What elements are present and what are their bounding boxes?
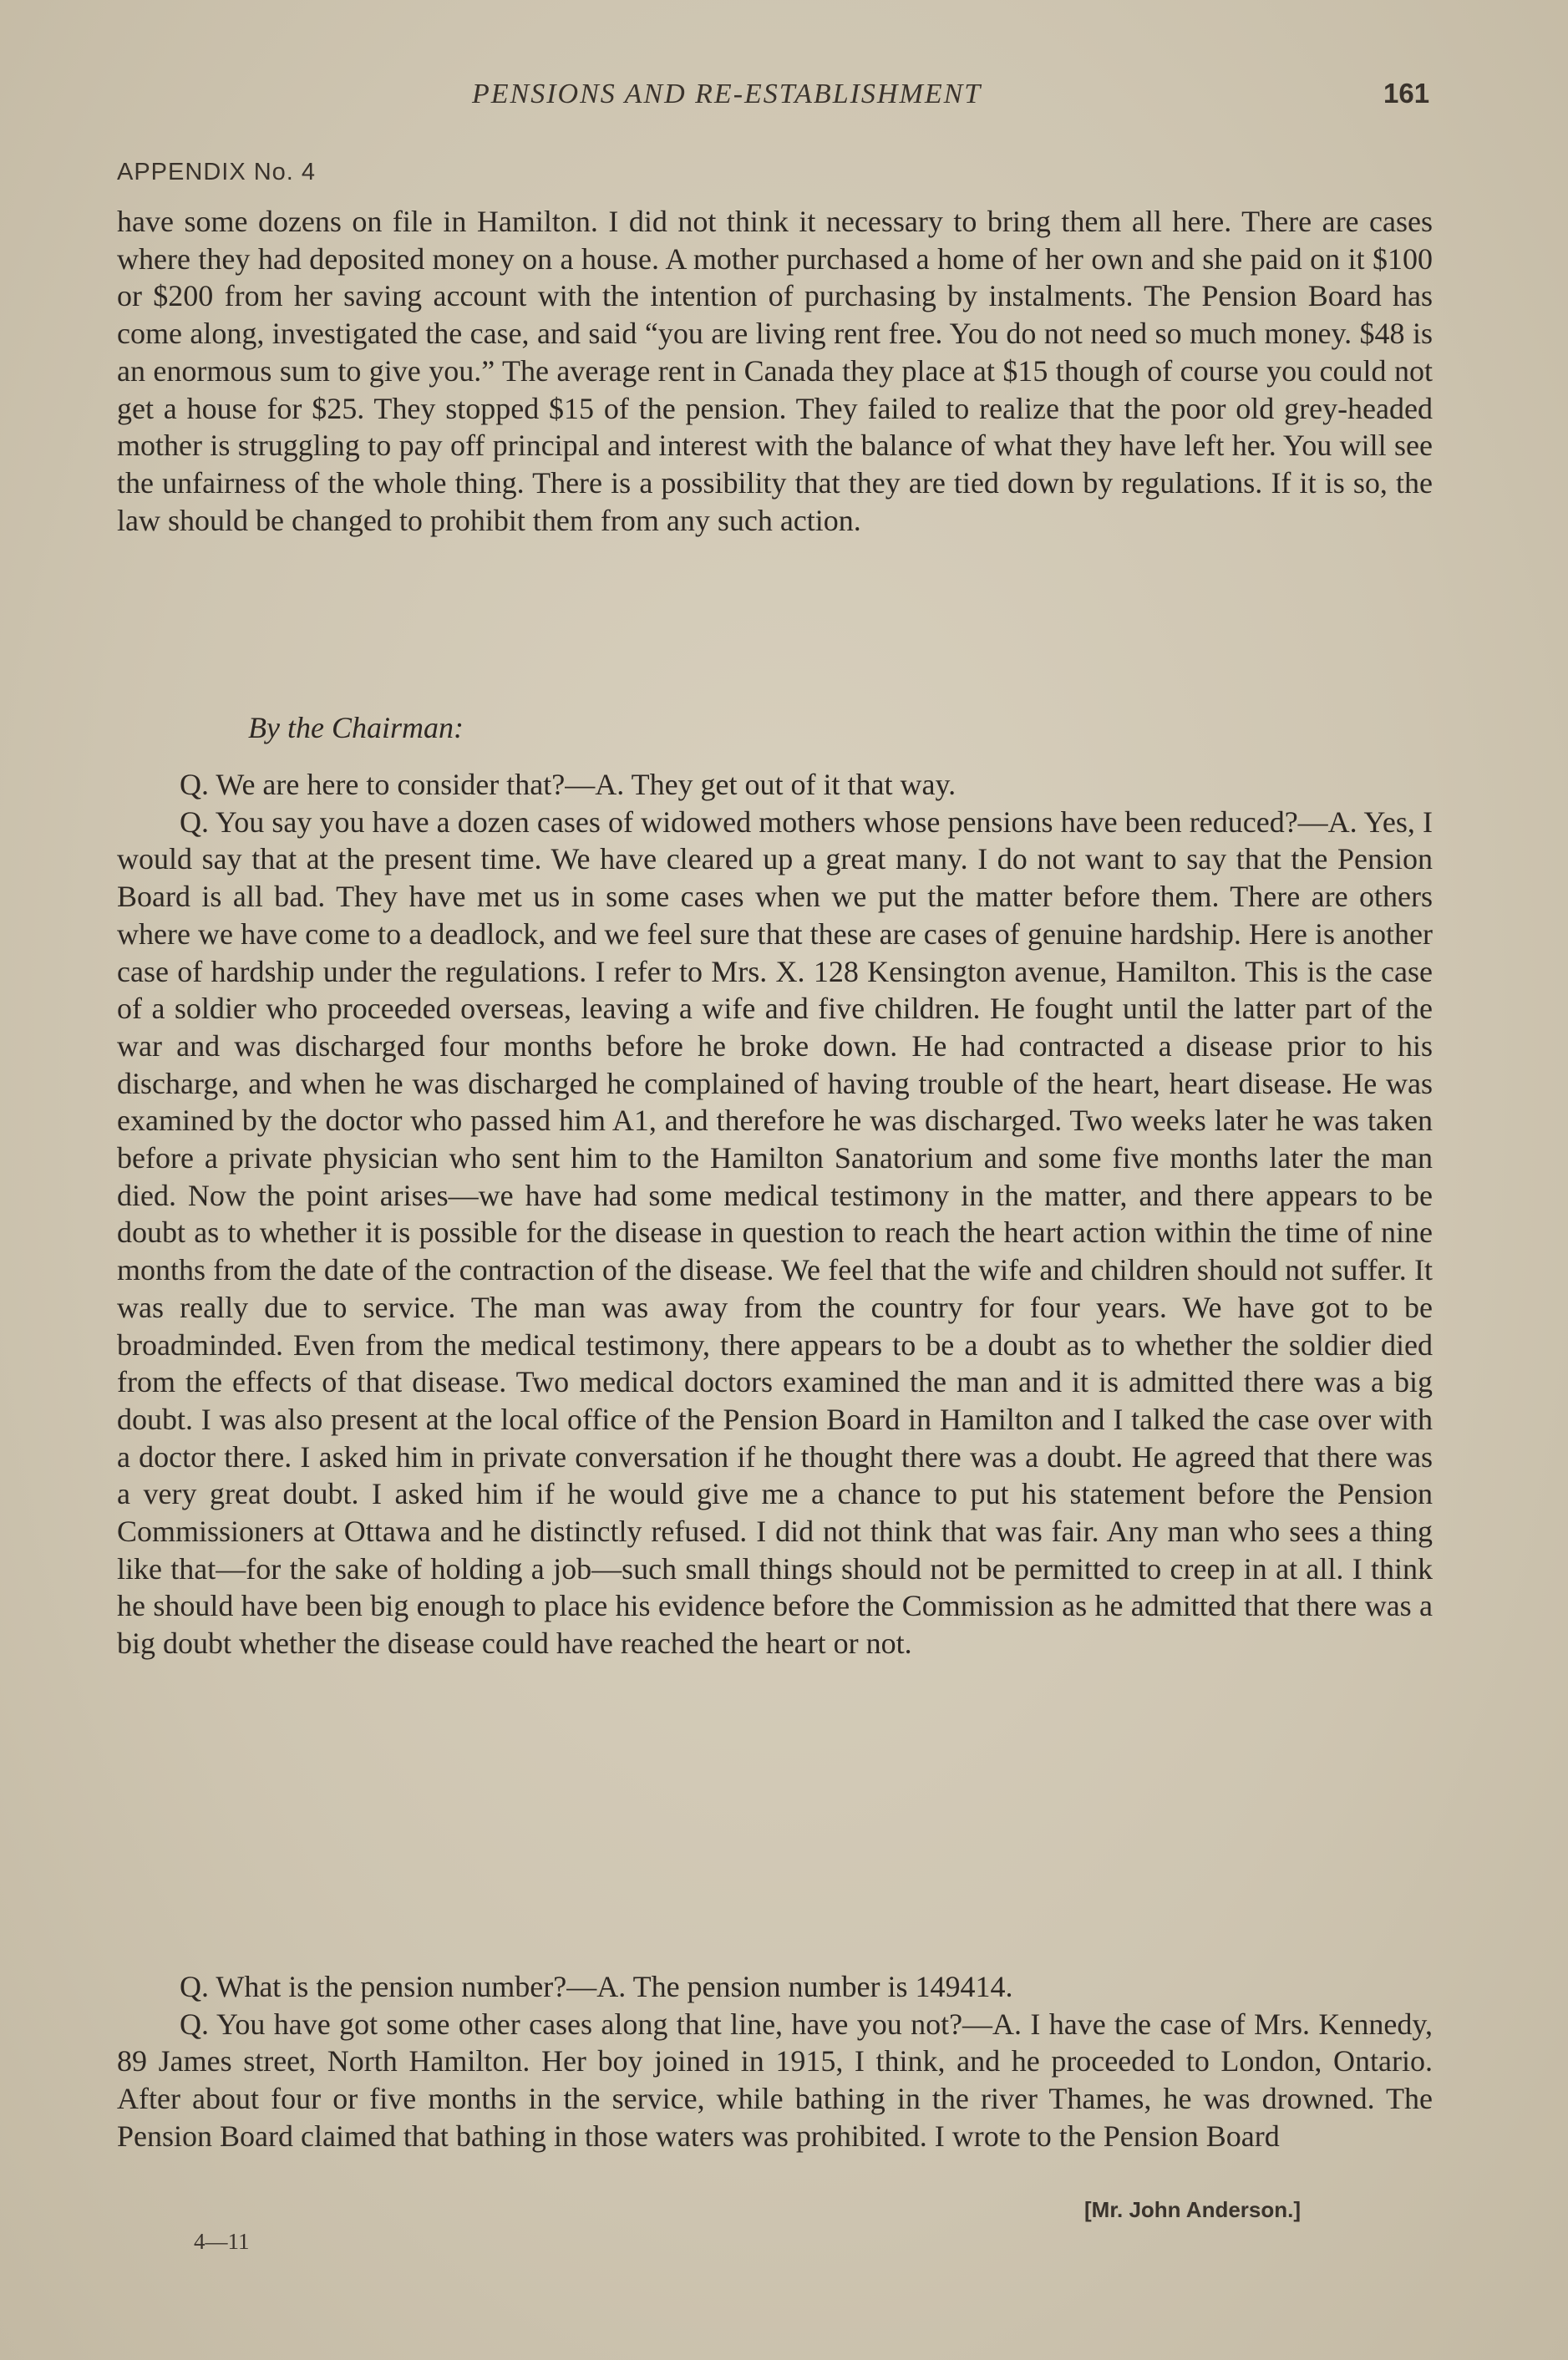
paragraph: have some dozens on file in Hamilton. I did not think it necessary to bring them all here. There are cases where they had deposited money on a house. A mother purchased a home of her own and she paid on it $100 or $200 from her saving account with the intention of purchasing by instalments. The Pension Board has come along, investigated the case, and said “you are living rent free. You do not need so much money. $48 is an enormous sum to give you.” The average rent in Canada they place at $15 though of course you could not get a house for $25. They stopped $15 of the pension. They failed to realize that the poor old grey-headed mother is struggling to pay off principal and interest with the balance of what they have left her. You will see the unfairness of the whole thing. There is a possibility that they are tied down by regulations. If it is so, the law should be changed to prohibit them from any such action. <box>117 205 1433 537</box>
speaker-heading: By the Chairman: <box>248 711 464 744</box>
question-answer: Q. What is the pension number?—A. The pension number is 149414. <box>180 1970 1013 2003</box>
body-text-block-2 <box>117 766 1433 1662</box>
question-answer: Q. You have got some other cases along that line, have you not?—A. I have the case of Mrs. Kennedy, 89 James street, North Hamilton. Her boy joined in 1915, I think, and he proceeded to London, Ontario. After about four or five months in the service, while bathing in the river Thames, he was drowned. The Pension Board claimed that bathing in those waters was prohibited. I wrote to the Pension Board <box>117 2007 1433 2153</box>
running-head: PENSIONS AND RE-ESTABLISHMENT <box>472 79 982 109</box>
appendix-label: APPENDIX No. 4 <box>117 159 317 185</box>
page-footnote: 4—11 <box>194 2229 250 2254</box>
page-number: 161 <box>1383 78 1430 109</box>
body-text-block-3 <box>117 1968 1433 2155</box>
question-answer: Q. We are here to consider that?—A. They get out of it that way. <box>180 768 957 801</box>
body-text-block-1 <box>117 203 1433 539</box>
question-answer: Q. You say you have a dozen cases of widowed mothers whose pensions have been reduced?—A. Yes, I would say that at the present time. We have cleared up a great many. I do not want to say that the Pension Board is all bad. They have met us in some cases when we put the matter before them. There are others where we have come to a deadlock, and we feel sure that these are cases of genuine hardship. Here is another case of hardship under the regulations. I refer to Mrs. X. 128 Kensington avenue, Hamilton. This is the case of a soldier who proceeded overseas, leaving a wife and five children. He fought until the latter part of the war and was discharged four months before he broke down. He had contracted a disease prior to his discharge, and when he was discharged he complained of having trouble of the heart, heart disease. He was examined by the doctor who passed him A1, and therefore he was discharged. Two weeks later he was taken before a private physician who sent him to the Hamilton Sanatorium and some five months later the man died. Now the point arises—we have had some medical testimony in the matter, and there appears to be doubt as to whether it is possible for the disease in question to reach the heart action within the time of nine months from the date of the contraction of the disease. We feel that the wife and children should not suffer. It was really due to service. The man was away from the country for four years. We have got to be broadminded. Even from the medical testimony, there appears to be a doubt as to whether the soldier died from the effects of that disease. Two medical doctors examined the man and it is admitted there was a big doubt. I was also present at the local office of the Pension Board in Hamilton and I talked the case over with a doctor there. I asked him in private conversation if he thought there was a doubt. He agreed that there was a very great doubt. I asked him if he would give me a chance to put his statement before the Pension Commissioners at Ottawa and he distinctly refused. I did not think that was fair. Any man who sees a thing like that—for the sake of holding a job—such small things should not be permitted to creep in at all. I think he should have been big enough to place his evidence before the Commission as he admitted that there was a big doubt whether the disease could have reached the heart or not. <box>117 804 1433 1661</box>
speaker-signature: [Mr. John Anderson.] <box>1084 2197 1302 2222</box>
